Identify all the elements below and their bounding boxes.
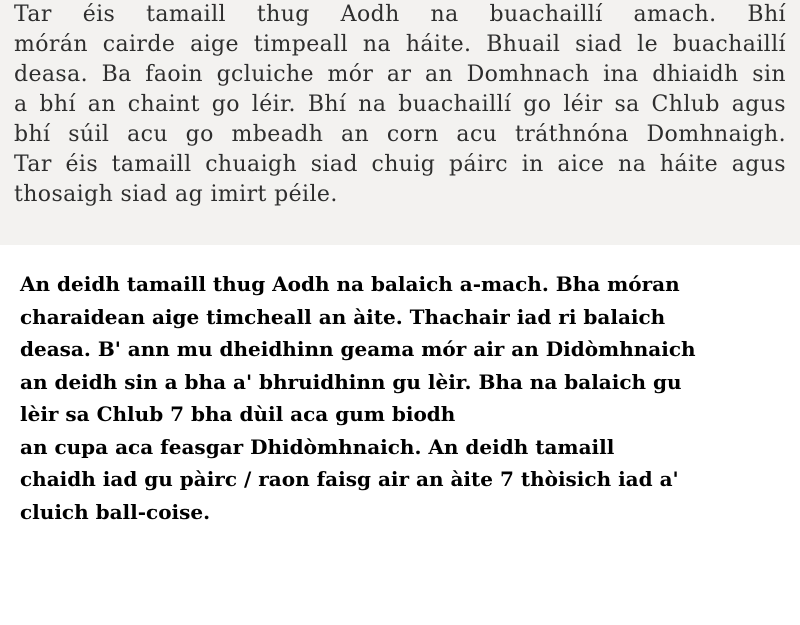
gaelic-line-1: An deidh tamaill thug Aodh na balaich a-mach. Bha móran <box>20 272 680 296</box>
irish-line-3: deasa. Ba faoin gcluiche mór ar an Domhnach ina dhiaidh sin <box>14 62 786 87</box>
gaelic-line-2: charaidean aige timcheall an àite. Thachair iad ri balaich <box>20 304 666 329</box>
gaelic-line-6: an cupa aca feasgar Dhidòmhnaich. An deidh tamaill <box>20 434 615 459</box>
irish-line-1: Tar éis tamaill thug Aodh na buachaillí amach. Bhí <box>14 2 786 27</box>
irish-line-4: a bhí an chaint go léir. Bhí na buachaillí go léir sa Chlub agus <box>14 92 786 117</box>
irish-line-2: mórán cairde aige timpeall na háite. Bhuail siad le buachaillí <box>14 32 786 57</box>
gaelic-line-5: lèir sa Chlub 7 bha dùil aca gum biodh <box>20 402 456 426</box>
gaelic-translation-paragraph <box>20 268 780 528</box>
gaelic-line-4: an deidh sin a bha a' bhruidhinn gu lèir. Bha na balaich gu <box>20 369 682 394</box>
irish-line-7: thosaigh siad ag imirt péile. <box>14 182 338 207</box>
irish-line-6: Tar éis tamaill chuaigh siad chuig páirc in aice na háite agus <box>14 152 786 177</box>
gaelic-line-7: chaidh iad gu pàirc / raon faisg air an àite 7 thòisich iad a' <box>20 467 679 491</box>
irish-line-5: bhí súil acu go mbeadh an corn acu tráthnóna Domhnaigh. <box>14 122 786 147</box>
irish-paragraph <box>14 0 786 210</box>
gaelic-line-3: deasa. B' ann mu dheidhinn geama mór air an Didòmhnaich <box>20 337 696 361</box>
gaelic-line-8: cluich ball-coise. <box>20 499 211 524</box>
scanned-irish-passage <box>0 0 800 245</box>
